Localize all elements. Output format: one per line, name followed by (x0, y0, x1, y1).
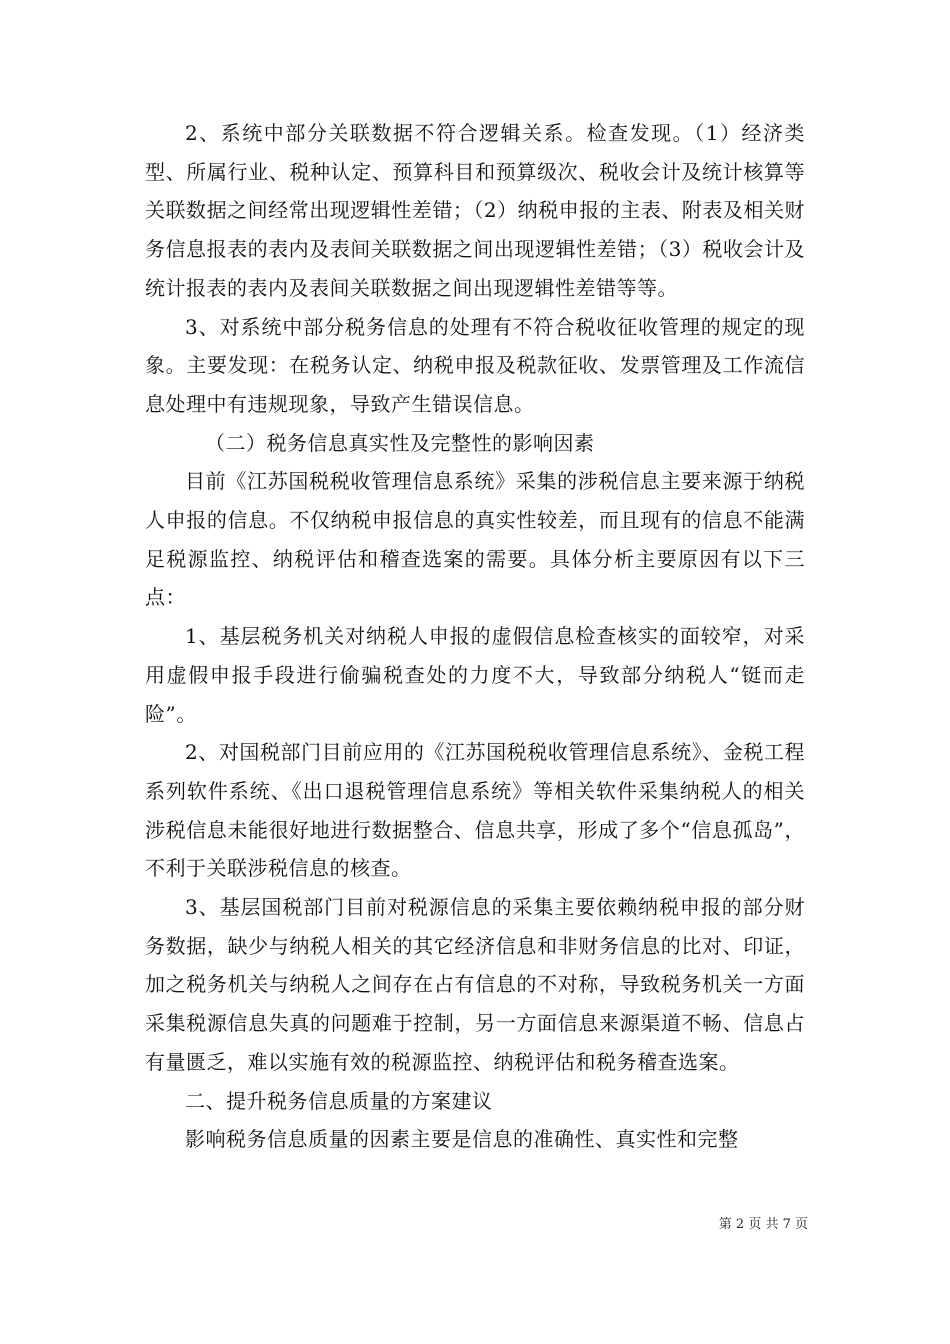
section-heading-proposals: 二、提升税务信息质量的方案建议 (185, 1088, 493, 1113)
page-number-footer: 第 2 页 共 7 页 (718, 1217, 808, 1232)
paragraph-point-3: 3、基层国税部门目前对税源信息的采集主要依赖纳税申报的部分财务数据，缺少与纳税人相关的其它经济信息和非财务信息的比对、印证，加之税务机关与纳税人之间存在占有信息的不对称，导致税务机关一方面采集税源信息失真的问题难于控制，另一方面信息来源渠道不畅、信息占有量匮乏，难以实施有效的税源监控、纳税评估和税务稽查选案。 (145, 895, 805, 1074)
paragraph-point-1: 1、基层税务机关对纳税人申报的虚假信息检查核实的面较窄，对采用虚假申报手段进行偷骗税查处的力度不大，导致部分纳税人“铤而走险”。 (145, 624, 805, 726)
paragraph-point-2: 2、对国税部门目前应用的《江苏国税税收管理信息系统》、金税工程系列软件系统、《出口退税管理信息系统》等相关软件采集纳税人的相关涉税信息未能很好地进行数据整合、信息共享，形成了多个“信息孤岛”，不利于关联涉税信息的核查。 (145, 740, 805, 881)
section-heading-authenticity: （二）税务信息真实性及完整性的影响因素 (205, 430, 595, 455)
paragraph-logic-errors: 2、系统中部分关联数据不符合逻辑关系。检查发现。（1）经济类型、所属行业、税种认定、预算科目和预算级次、税收会计及统计核算等关联数据之间经常出现逻辑性差错；（2）纳税申报的主表、附表及相关财务信息报表的表内及表间关联数据之间出现逻辑性差错；（3）税收会计及统计报表的表内及表间关联数据之间出现逻辑性差错等等。 (145, 121, 805, 300)
paragraph-processing-violations: 3、对系统中部分税务信息的处理有不符合税收征收管理的规定的现象。主要发现：在税务认定、纳税申报及税款征收、发票管理及工作流信息处理中有违规现象，导致产生错误信息。 (145, 314, 805, 416)
paragraph-info-source: 目前《江苏国税税收管理信息系统》采集的涉税信息主要来源于纳税人申报的信息。不仅纳税申报信息的真实性较差，而且现有的信息不能满足税源监控、纳税评估和稽查选案的需要。具体分析主要原因有以下三点： (145, 469, 805, 610)
document-body (145, 114, 805, 1159)
paragraph-quality-factors: 影响税务信息质量的因素主要是信息的准确性、真实性和完整 (185, 1127, 739, 1152)
